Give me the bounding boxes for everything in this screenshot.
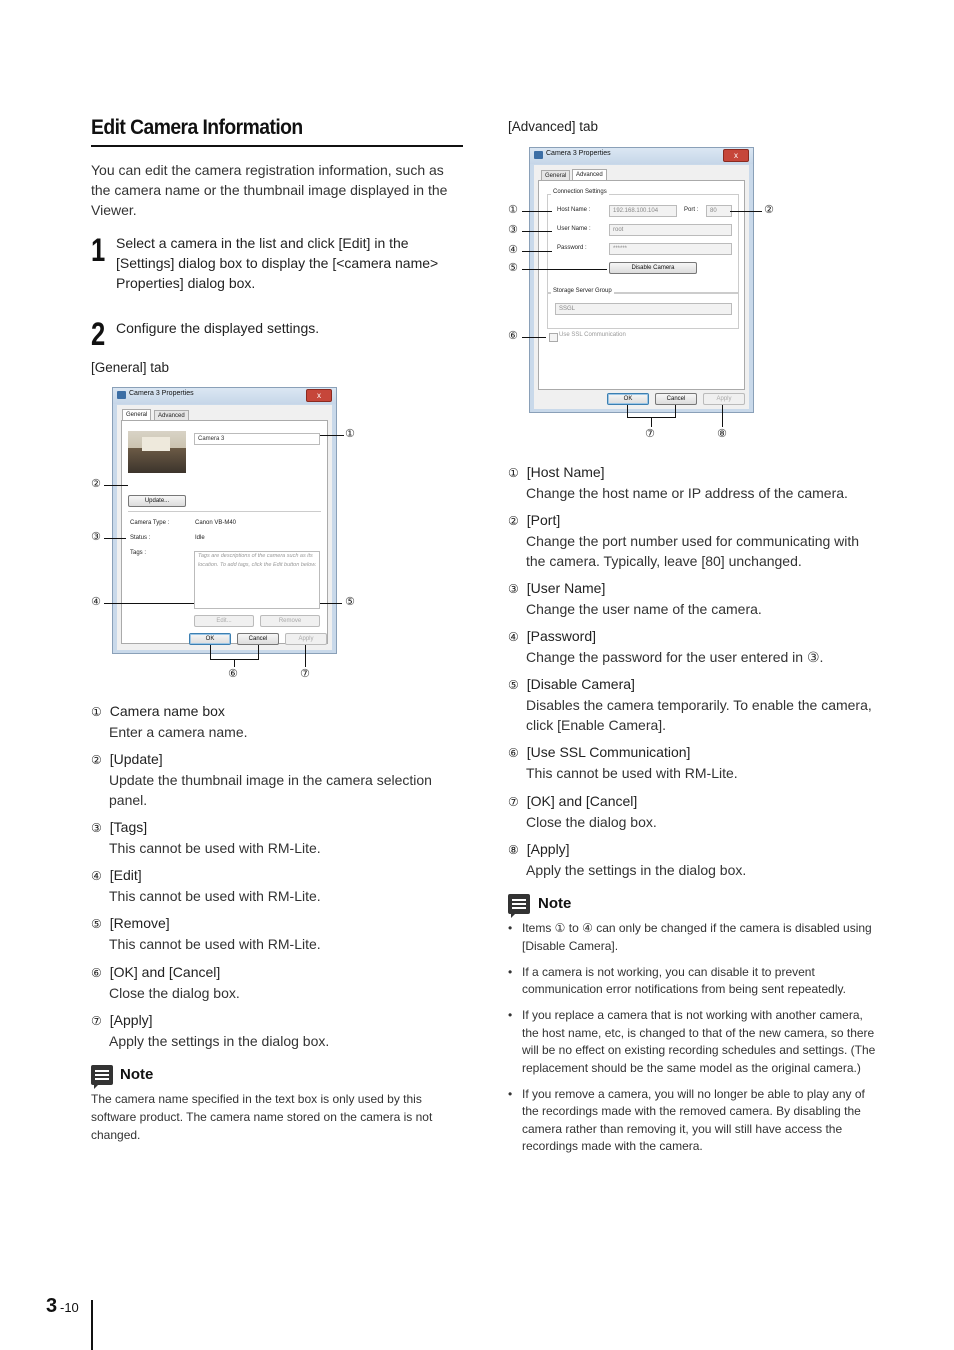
callout-5: ⑤ <box>345 595 355 608</box>
item-heading: [Edit] <box>109 867 142 883</box>
page-number: -10 <box>60 1300 79 1315</box>
item-number: ① <box>91 705 102 719</box>
password-input[interactable]: ****** <box>609 243 732 255</box>
callout-7: ⑦ <box>645 427 655 440</box>
general-panel <box>121 420 328 644</box>
item-body: Apply the settings in the dialog box. <box>109 1033 330 1049</box>
item-number: ⑥ <box>508 746 519 760</box>
callout-1: ① <box>345 427 355 440</box>
tab-advanced[interactable]: Advanced <box>154 410 189 421</box>
item-body: Change the port number used for communicating with the camera. Typically, leave [80] unchanged. <box>526 533 860 569</box>
callout-3: ③ <box>91 530 101 543</box>
callout-line-3 <box>104 538 126 539</box>
dialog-body <box>534 165 749 409</box>
item-number: ⑤ <box>91 917 102 931</box>
item-heading: [Update] <box>109 751 163 767</box>
tab-general[interactable]: General <box>122 409 151 421</box>
item-number: ② <box>508 514 519 528</box>
item-body: Close the dialog box. <box>109 985 240 1001</box>
item-body: This cannot be used with RM-Lite. <box>109 936 321 952</box>
general-item-4 <box>91 865 463 906</box>
disable-camera-button[interactable]: Disable Camera <box>609 262 697 274</box>
page-title: Edit Camera Information <box>91 116 303 139</box>
advanced-item-8 <box>508 839 880 880</box>
note-icon <box>508 894 530 914</box>
camera-app-icon <box>117 391 126 399</box>
apply-button[interactable]: Apply <box>285 633 327 645</box>
callout-line-4 <box>522 251 552 252</box>
storage-server-label: Storage Server Group <box>553 288 612 294</box>
password-label: Password : <box>557 245 587 251</box>
item-body: Change the host name or IP address of the camera. <box>526 485 848 501</box>
item-heading: [Remove] <box>109 915 170 931</box>
callout-line-6 <box>522 337 546 338</box>
general-tab-caption: [General] tab <box>91 360 170 375</box>
item-number: ④ <box>91 869 102 883</box>
advanced-panel <box>538 180 745 390</box>
cancel-button[interactable]: Cancel <box>237 633 279 645</box>
page-chapter-number: 3 <box>46 1295 58 1317</box>
note-label: Note <box>120 1066 154 1083</box>
item-body: Apply the settings in the dialog box. <box>526 862 747 878</box>
item-heading: [Password] <box>526 628 597 644</box>
tags-box[interactable]: Tags are descriptions of the camera such as its location. To add tags, click the Edit button below. <box>194 551 320 609</box>
apply-button[interactable]: Apply <box>703 393 745 405</box>
note-bullet: • If you replace a camera that is not working with another camera, the host name, etc, is changed to that of the new camera, so there will be no effect on existing recording schedules and settings. (The replacement should be the same model as the original camera.) <box>508 1007 880 1077</box>
dialog-titlebar <box>113 388 336 404</box>
callout-7: ⑦ <box>300 667 310 680</box>
update-button[interactable]: Update... <box>128 495 186 507</box>
storage-server-input[interactable]: SSGL <box>555 303 732 315</box>
callout-line-1 <box>522 211 552 212</box>
item-number: ⑦ <box>508 795 519 809</box>
step-1-number: 1 <box>91 232 106 268</box>
callout-bracket-6a <box>210 645 211 659</box>
note-text: The camera name specified in the text box is only used by this software product. The camera name stored on the camera is not changed. <box>91 1092 433 1142</box>
item-number: ① <box>508 466 519 480</box>
separator <box>128 511 321 512</box>
note-bullet: • If you remove a camera, you will no longer be able to play any of the recordings made with the removed camera. By disabling the camera rather than removing it, you will still have access the recordings made with the camera. <box>508 1086 880 1156</box>
callout-bracket-7a <box>627 405 628 417</box>
cancel-button[interactable]: Cancel <box>655 393 697 405</box>
item-number: ④ <box>508 630 519 644</box>
title-rule <box>91 145 463 147</box>
item-number: ⑧ <box>508 843 519 857</box>
item-body: This cannot be used with RM-Lite. <box>109 840 321 856</box>
callout-line-5 <box>522 269 607 270</box>
ok-button[interactable]: OK <box>607 393 649 405</box>
item-heading: [Disable Camera] <box>526 676 635 692</box>
note-bullet: • Items ① to ④ can only be changed if the camera is disabled using [Disable Camera]. <box>508 920 880 955</box>
callout-line-4 <box>104 603 194 604</box>
item-number: ⑦ <box>91 1014 102 1028</box>
user-name-label: User Name : <box>557 226 591 232</box>
callout-line-6 <box>234 659 235 667</box>
callout-5: ⑤ <box>508 261 518 274</box>
camera-name-input[interactable]: Camera 3 <box>194 433 320 445</box>
step-2-number: 2 <box>91 316 106 352</box>
callout-line-7 <box>651 417 652 427</box>
camera-type-value: Canon VB-M40 <box>195 520 237 526</box>
tab-general[interactable]: General <box>541 170 570 181</box>
dialog-title: Camera 3 Properties <box>129 390 194 397</box>
callout-4: ④ <box>508 243 518 256</box>
advanced-item-1 <box>508 462 880 503</box>
tags-label: Tags : <box>130 550 147 556</box>
intro-paragraph: You can edit the camera registration information, such as the camera name or the thumbnail image displayed in the Viewer. <box>91 162 448 218</box>
item-heading: [Host Name] <box>526 464 605 480</box>
item-number: ⑤ <box>508 678 519 692</box>
general-item-5 <box>91 913 463 954</box>
item-heading: [OK] and [Cancel] <box>526 793 638 809</box>
page-number-rule <box>91 1300 93 1350</box>
advanced-item-2 <box>508 510 880 571</box>
item-body: Disables the camera temporarily. To enable the camera, click [Enable Camera]. <box>526 697 872 733</box>
user-name-input[interactable]: root <box>609 224 732 236</box>
advanced-tab-caption: [Advanced] tab <box>508 119 599 134</box>
camera-app-icon <box>534 151 543 159</box>
item-number: ③ <box>508 582 519 596</box>
item-heading: [Use SSL Communication] <box>526 744 691 760</box>
item-number: ⑥ <box>91 966 102 980</box>
callout-line-7 <box>305 645 306 667</box>
general-item-1 <box>91 701 463 742</box>
status-value: Idle <box>195 535 205 541</box>
item-body: Change the password for the user entered in ③. <box>526 649 824 665</box>
item-body: Change the user name of the camera. <box>526 601 762 617</box>
status-label: Status : <box>130 535 151 541</box>
advanced-item-3 <box>508 578 880 619</box>
item-body: Enter a camera name. <box>109 724 248 740</box>
item-heading: [OK] and [Cancel] <box>109 964 221 980</box>
dialog-titlebar <box>530 148 753 164</box>
item-number: ② <box>91 753 102 767</box>
callout-line-8 <box>722 405 723 427</box>
advanced-item-5 <box>508 674 880 735</box>
ssl-checkbox[interactable] <box>549 333 558 342</box>
edit-button[interactable]: Edit... <box>194 615 254 627</box>
callout-3: ③ <box>508 223 518 236</box>
callout-bracket-7b <box>675 405 676 417</box>
callout-line-1 <box>320 435 344 436</box>
note-bullet: • If a camera is not working, you can disable it to prevent communication error notifications from being sent repeatedly. <box>508 964 880 999</box>
close-icon[interactable]: x <box>723 149 749 162</box>
item-heading: [Port] <box>526 512 561 528</box>
general-item-7 <box>91 1010 463 1051</box>
callout-line-2 <box>104 485 128 486</box>
close-icon[interactable]: x <box>306 389 332 402</box>
advanced-item-6 <box>508 742 880 783</box>
dialog-body <box>117 405 332 650</box>
note-label: Note <box>538 895 572 912</box>
item-body: Close the dialog box. <box>526 814 657 830</box>
camera-type-label: Camera Type : <box>130 520 170 526</box>
callout-2: ② <box>764 203 774 216</box>
general-item-6 <box>91 962 463 1003</box>
item-body: Update the thumbnail image in the camera selection panel. <box>109 772 432 808</box>
connection-settings-label: Connection Settings <box>553 189 607 195</box>
port-input[interactable]: 80 <box>706 205 732 217</box>
item-heading: [Apply] <box>109 1012 153 1028</box>
item-heading: [Tags] <box>109 819 148 835</box>
note-icon <box>91 1065 113 1085</box>
host-name-input[interactable]: 192.168.100.104 <box>609 205 677 217</box>
callout-1: ① <box>508 203 518 216</box>
step-1-text: Select a camera in the list and click [Edit] in the [Settings] dialog box to display the [<camera name> Properties] dialog box. <box>116 235 439 291</box>
item-heading: [Apply] <box>526 841 570 857</box>
note-bullets <box>508 920 880 1164</box>
ssl-label: Use SSL Communication <box>559 332 626 338</box>
callout-2: ② <box>91 477 101 490</box>
item-number: ③ <box>91 821 102 835</box>
general-item-2 <box>91 749 463 810</box>
callout-line-5 <box>320 603 342 604</box>
camera-thumbnail <box>128 431 186 473</box>
advanced-item-7 <box>508 791 880 832</box>
callout-8: ⑧ <box>717 427 727 440</box>
host-name-label: Host Name : <box>557 207 591 213</box>
callout-6: ⑥ <box>508 329 518 342</box>
advanced-item-4 <box>508 626 880 667</box>
item-body: This cannot be used with RM-Lite. <box>526 765 738 781</box>
item-heading: [User Name] <box>526 580 606 596</box>
ok-button[interactable]: OK <box>189 633 231 645</box>
callout-line-3 <box>522 231 552 232</box>
callout-4: ④ <box>91 595 101 608</box>
port-label: Port : <box>684 207 699 213</box>
callout-bracket-6b <box>258 645 259 659</box>
tab-advanced[interactable]: Advanced <box>572 169 607 181</box>
item-heading: Camera name box <box>109 703 225 719</box>
item-body: This cannot be used with RM-Lite. <box>109 888 321 904</box>
step-2-text: Configure the displayed settings. <box>116 320 320 336</box>
dialog-title: Camera 3 Properties <box>546 150 611 157</box>
advanced-dialog <box>529 147 754 413</box>
remove-button[interactable]: Remove <box>260 615 320 627</box>
general-dialog <box>112 387 337 654</box>
general-item-3 <box>91 817 463 858</box>
callout-6: ⑥ <box>228 667 238 680</box>
callout-line-2 <box>730 211 762 212</box>
